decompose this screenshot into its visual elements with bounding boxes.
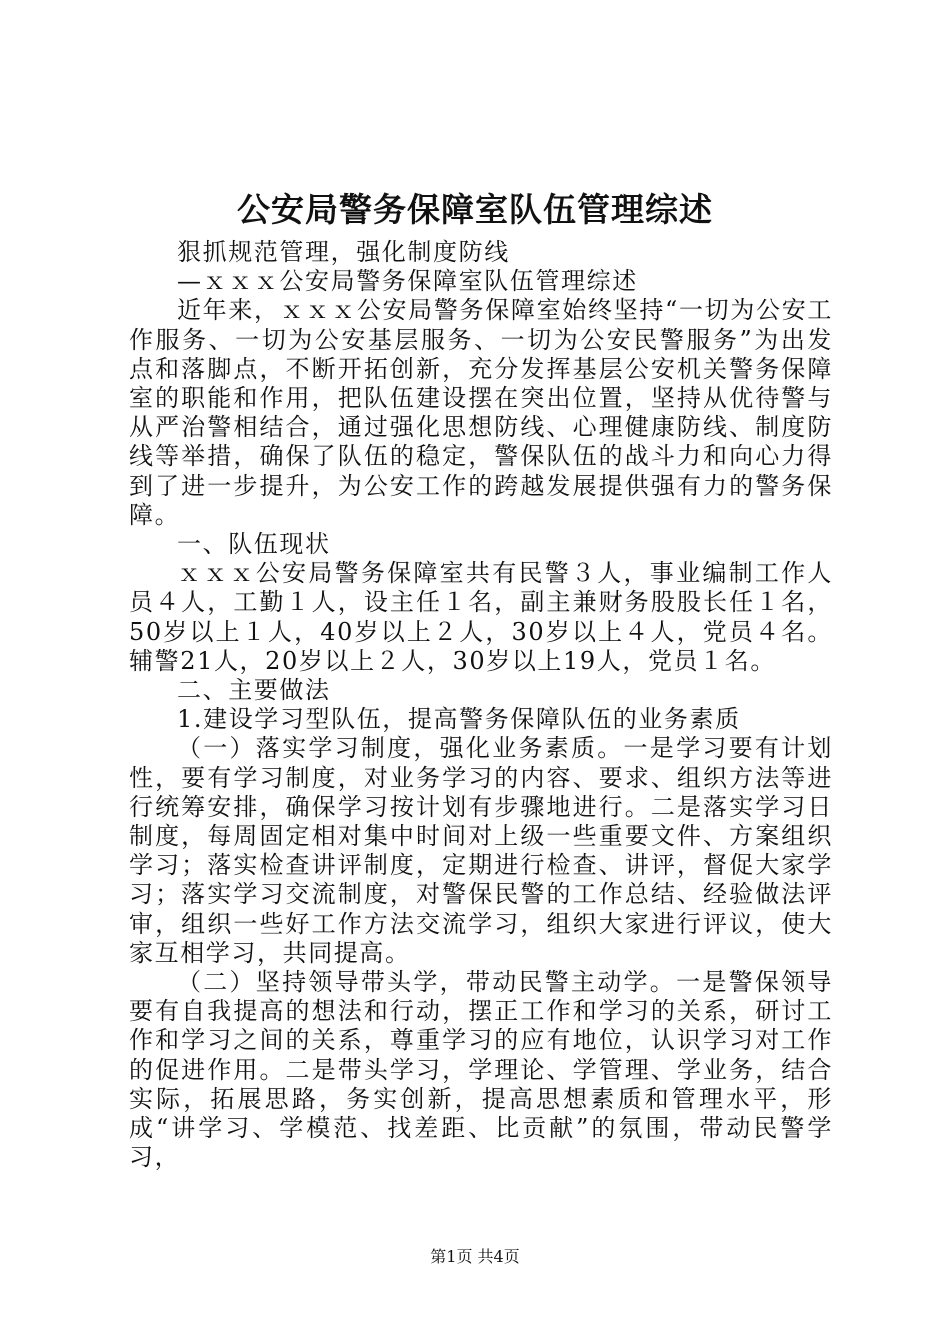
subtitle-line: —ｘｘｘ公安局警务保障室队伍管理综述 [177,267,638,296]
subsection-heading: 1.建设学习型队伍，提高警务保障队伍的业务素质 [177,705,741,734]
section-heading: 一、队伍现状 [177,530,331,559]
document-title: 公安局警务保障室队伍管理综述 [237,190,713,229]
document-body [129,238,833,1173]
paragraph: 近年来，ｘｘｘ公安局警务保障室始终坚持“一切为公安工作服务、一切为公安基层服务、一切为公安民警服务”为出发点和落脚点，不断开拓创新，充分发挥基层公安机关警务保障室的职能和作用，把队伍建设摆在突出位置，坚持从优待警与从严治警相结合，通过强化思想防线、心理健康防线、制度防线等举措，确保了队伍的稳定，警保队伍的战斗力和向心力得到了进一步提升，为公安工作的跨越发展提供强有力的警务保障。 [129,296,833,529]
page-footer: 第1页 共4页 [430,1247,520,1266]
subtitle-line: 狠抓规范管理，强化制度防线 [177,238,510,266]
paragraph: （一）落实学习制度，强化业务素质。一是学习要有计划性，要有学习制度，对业务学习的内容、要求、组织方法等进行统筹安排，确保学习按计划有步骤地进行。二是落实学习日制度，每周固定相对集中时间对上级一些重要文件、方案组织学习；落实检查讲评制度，定期进行检查、讲评，督促大家学习；落实学习交流制度，对警保民警的工作总结、经验做法评审，组织一些好工作方法交流学习，组织大家进行评议，使大家互相学习，共同提高。 [129,734,833,967]
paragraph: （二）坚持领导带头学，带动民警主动学。一是警保领导要有自我提高的想法和行动，摆正工作和学习的关系，研讨工作和学习之间的关系，尊重学习的应有地位，认识学习对工作的促进作用。二是带头学习，学理论、学管理、学业务，结合实际，拓展思路，务实创新，提高思想素质和管理水平，形成“讲学习、学模范、找差距、比贡献”的氛围，带动民警学习， [129,968,833,1172]
section-heading: 二、主要做法 [177,676,331,705]
paragraph: ｘｘｘ公安局警务保障室共有民警３人，事业编制工作人员４人，工勤１人，设主任１名，副主兼财务股股长任１名，50岁以上１人，40岁以上２人，30岁以上４人，党员４名。辅警21人，20岁以上２人，30岁以上19人，党员１名。 [129,559,833,675]
